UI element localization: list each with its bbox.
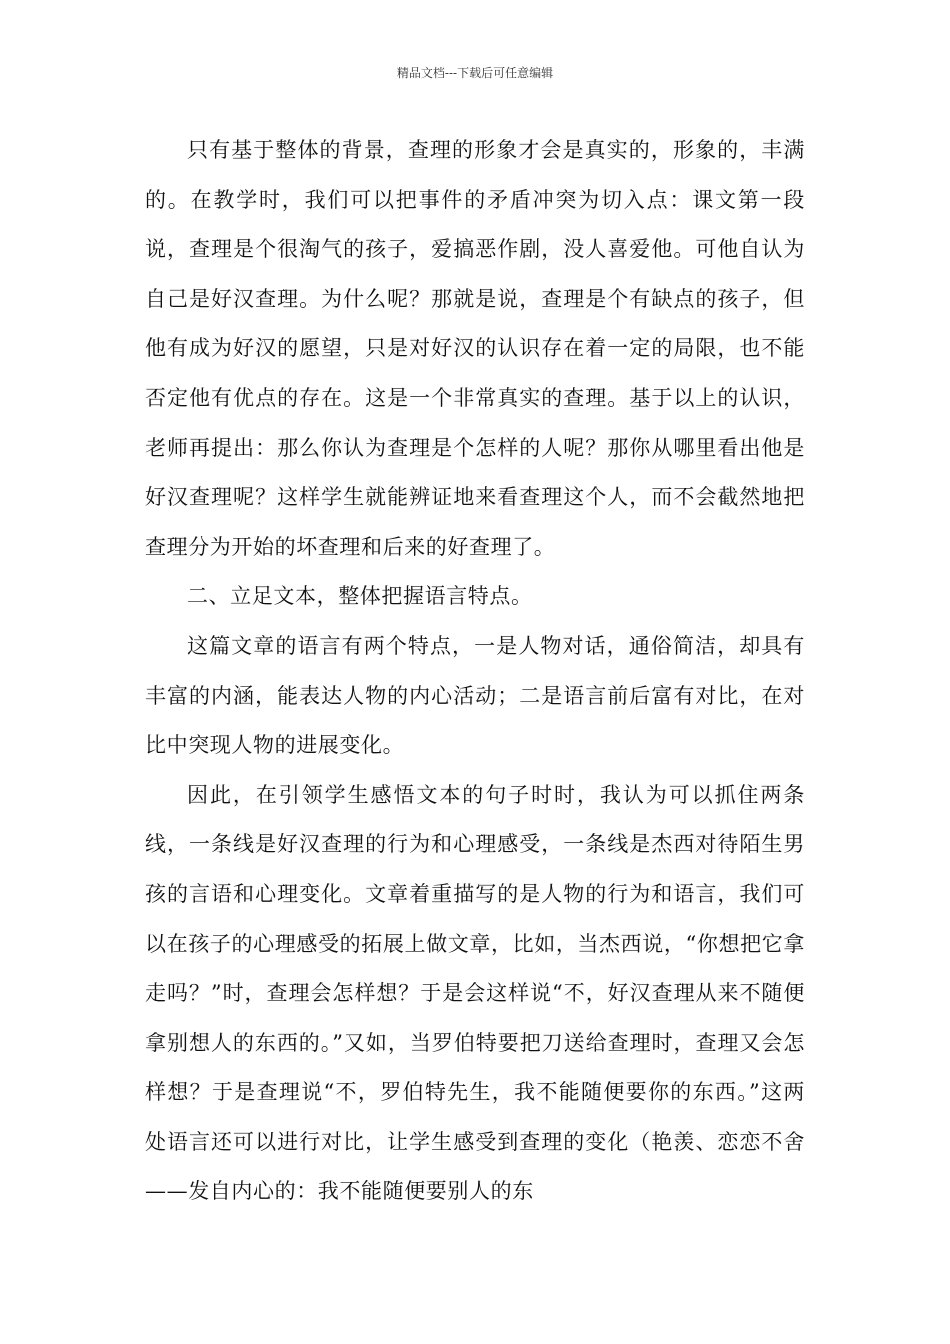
section-heading-2: 二、立足文本，整体把握语言特点。 bbox=[187, 584, 533, 609]
paragraph-3: 因此，在引领学生感悟文本的句子时时，我认为可以抓住两条线，一条线是好汉查理的行为和心理感受，一条线是杰西对待陌生男孩的言语和心理变化。文章着重描写的是人物的行为和语言，我们可以在孩子的心理感受的拓展上做文章，比如，当杰西说，“你想把它拿走吗？”时，查理会怎样想？于是会这样说“不，好汉查理从来不随便拿别想人的东西的。”又如，当罗伯特要把刀送给查理时，查理又会怎样想？于是查理说“不，罗伯特先生，我不能随便要你的东西。”这两处语言还可以进行对比，让学生感受到查理的变化（艳羡、恋恋不舍——发自内心的：我不能随便要别人的东 bbox=[145, 782, 805, 1204]
paragraph-1: 只有基于整体的背景，查理的形象才会是真实的，形象的，丰满的。在教学时，我们可以把事件的矛盾冲突为切入点：课文第一段说，查理是个很淘气的孩子，爱搞恶作剧，没人喜爱他。可他自认为自己是好汉查理。为什么呢？那就是说，查理是个有缺点的孩子，但他有成为好汉的愿望，只是对好汉的认识存在着一定的局限，也不能否定他有优点的存在。这是一个非常真实的查理。基于以上的认识，老师再提出：那么你认为查理是个怎样的人呢？那你从哪里看出他是好汉查理呢？这样学生就能辨证地来看查理这个人，而不会截然地把查理分为开始的坏查理和后来的好查理了。 bbox=[145, 138, 805, 559]
page-header: 精品文档---下载后可任意编辑 bbox=[396, 66, 554, 80]
document-body bbox=[145, 126, 805, 1217]
paragraph-2: 这篇文章的语言有两个特点，一是人物对话，通俗简洁，却具有丰富的内涵，能表达人物的内心活动；二是语言前后富有对比，在对比中突现人物的进展变化。 bbox=[145, 633, 805, 758]
